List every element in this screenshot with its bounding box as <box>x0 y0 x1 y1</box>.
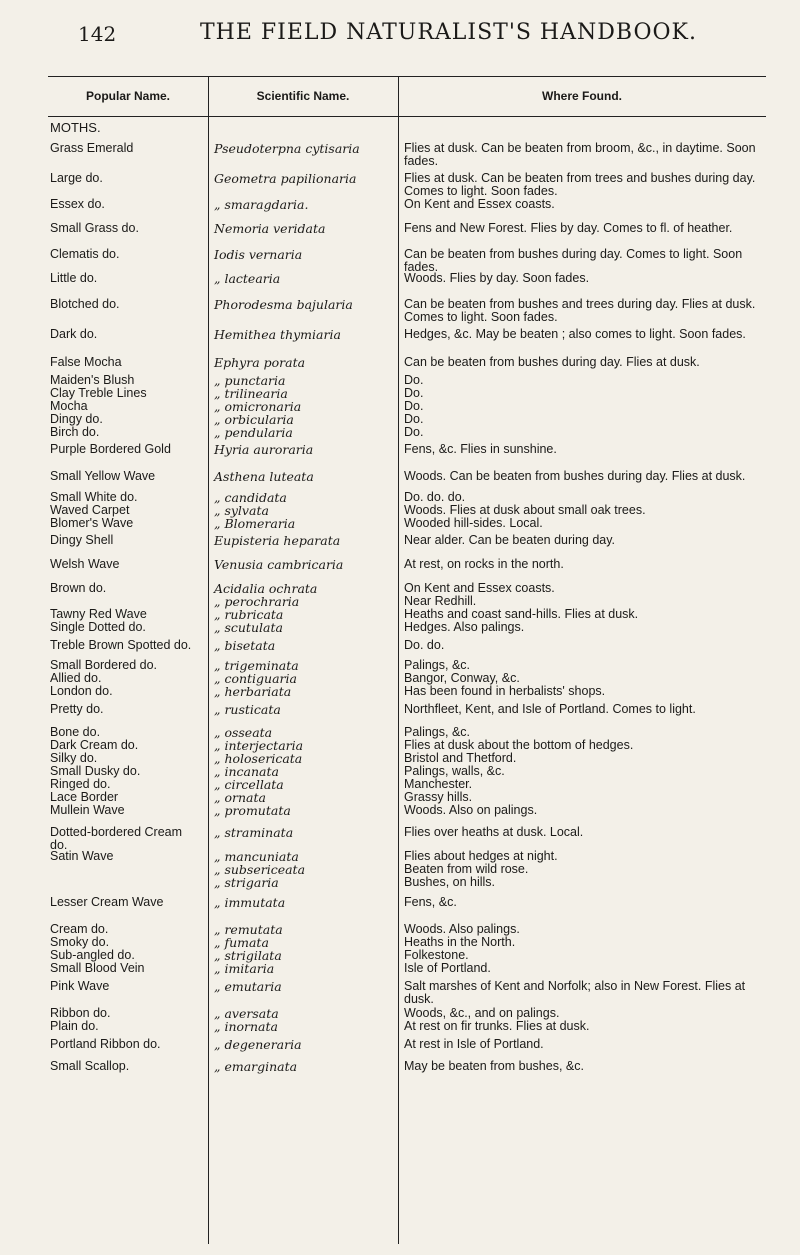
scientific-name-cell: „ aversata <box>214 1006 279 1021</box>
where-found-cell: Hedges. Also palings. <box>404 620 525 634</box>
where-found-cell: Heaths and coast sand-hills. Flies at dusk. <box>404 607 639 621</box>
running-title: THE FIELD NATURALIST'S HANDBOOK. <box>200 20 697 45</box>
where-found-cell: Flies about hedges at night. <box>404 849 558 863</box>
section-title: MOTHS. <box>50 120 101 135</box>
scientific-name-cell: „ ornata <box>214 790 266 805</box>
where-found-cell: Near Redhill. <box>404 594 477 608</box>
scientific-name-cell: „ contiguaria <box>214 671 297 686</box>
scientific-name-cell: Ephyra porata <box>214 355 306 370</box>
scientific-name-cell: „ fumata <box>214 935 269 950</box>
popular-name-cell: Lace Border <box>50 790 119 804</box>
scientific-name-cell: Hyria auroraria <box>214 442 314 457</box>
header-bottom-rule <box>48 116 766 117</box>
popular-name-cell: Small Blood Vein <box>50 961 145 975</box>
scientific-name-cell: „ pendularia <box>214 425 293 440</box>
where-found-cell: Do. <box>404 373 424 387</box>
popular-name-cell: Pretty do. <box>50 702 104 716</box>
scientific-name-cell: „ lactearia <box>214 271 281 286</box>
popular-name-cell: Single Dotted do. <box>50 620 146 634</box>
where-found-cell: On Kent and Essex coasts. <box>404 581 555 595</box>
popular-name-cell: Allied do. <box>50 671 102 685</box>
scientific-name-cell: „ herbariata <box>214 684 292 699</box>
scientific-name-cell: Venusia cambricaria <box>214 557 344 572</box>
page-header <box>0 18 800 48</box>
where-found-cell: Beaten from wild rose. <box>404 862 529 876</box>
where-found-cell: Heaths in the North. <box>404 935 516 949</box>
scientific-name-cell: „ emarginata <box>214 1059 298 1074</box>
where-found-cell: Woods. Also on palings. <box>404 803 538 817</box>
scientific-name-cell: „ bisetata <box>214 638 276 653</box>
where-found-cell: Northfleet, Kent, and Isle of Portland. Comes to light. <box>404 702 696 716</box>
where-found-cell: Grassy hills. <box>404 790 473 804</box>
scientific-name-cell: „ degeneraria <box>214 1037 302 1052</box>
popular-name-cell: Blotched do. <box>50 297 120 311</box>
scientific-name-cell: „ immutata <box>214 895 286 910</box>
popular-name-cell: False Mocha <box>50 355 122 369</box>
scientific-name-cell: Hemithea thymiaria <box>214 327 341 342</box>
scientific-name-cell: „ holosericata <box>214 751 303 766</box>
where-found-cell: Flies at dusk about the bottom of hedges. <box>404 738 634 752</box>
popular-name-cell: Satin Wave <box>50 849 114 863</box>
popular-name-cell: Sub-angled do. <box>50 948 135 962</box>
popular-name-cell: Dark do. <box>50 327 98 341</box>
scientific-name-cell: „ subsericeata <box>214 862 306 877</box>
where-found-cell: Can be beaten from bushes and trees during day. Flies at dusk. Comes to light. Soon fades. <box>404 297 756 324</box>
popular-name-cell: Blomer's Wave <box>50 516 134 530</box>
scientific-name-cell: „ omicronaria <box>214 399 302 414</box>
column-header-where-found: Where Found. <box>542 89 622 103</box>
popular-name-cell: Plain do. <box>50 1019 99 1033</box>
popular-name-cell: Clematis do. <box>50 247 120 261</box>
scientific-name-cell: „ trilinearia <box>214 386 288 401</box>
popular-name-cell: Little do. <box>50 271 98 285</box>
where-found-cell: Folkestone. <box>404 948 469 962</box>
column-header-scientific-name: Scientific Name. <box>256 89 350 103</box>
scientific-name-cell: „ incanata <box>214 764 279 779</box>
where-found-cell: Do. <box>404 425 424 439</box>
where-found-cell: At rest in Isle of Portland. <box>404 1037 544 1051</box>
scientific-name-cell: Geometra papilionaria <box>214 171 357 186</box>
where-found-cell: Woods. Flies at dusk about small oak trees. <box>404 503 646 517</box>
scientific-name-cell: Phorodesma bajularia <box>214 297 353 312</box>
scientific-name-cell: „ circellata <box>214 777 284 792</box>
scientific-name-cell: „ strigaria <box>214 875 279 890</box>
popular-name-cell: Clay Treble Lines <box>50 386 147 400</box>
popular-name-cell: Mullein Wave <box>50 803 125 817</box>
scientific-name-cell: „ imitaria <box>214 961 275 976</box>
where-found-cell: May be beaten from bushes, &c. <box>404 1059 584 1073</box>
where-found-cell: Flies at dusk. Can be beaten from trees and bushes during day. Comes to light. Soon fades. <box>404 171 756 198</box>
where-found-cell: Do. <box>404 386 424 400</box>
where-found-cell: Near alder. Can be beaten during day. <box>404 533 616 547</box>
scientific-name-cell: „ punctaria <box>214 373 286 388</box>
popular-name-cell: Small Scallop. <box>50 1059 130 1073</box>
popular-name-cell: London do. <box>50 684 113 698</box>
where-found-cell: Fens, &c. <box>404 895 457 909</box>
scientific-name-cell: „ osseata <box>214 725 273 740</box>
where-found-cell: Can be beaten from bushes during day. Comes to light. Soon fades. <box>404 247 743 274</box>
where-found-cell: Hedges, &c. May be beaten ; also comes to light. Soon fades. <box>404 327 746 341</box>
where-found-cell: Woods. Also palings. <box>404 922 520 936</box>
popular-name-cell: Smoky do. <box>50 935 110 949</box>
where-found-cell: Bangor, Conway, &c. <box>404 671 520 685</box>
scientific-name-cell: „ perochraria <box>214 594 300 609</box>
where-found-cell: Do. <box>404 412 424 426</box>
popular-name-cell: Dark Cream do. <box>50 738 139 752</box>
where-found-cell: Woods, &c., and on palings. <box>404 1006 560 1020</box>
popular-name-cell: Large do. <box>50 171 103 185</box>
column-header-popular-name: Popular Name. <box>85 89 171 103</box>
where-found-cell: At rest, on rocks in the north. <box>404 557 564 571</box>
where-found-cell: Palings, walls, &c. <box>404 764 505 778</box>
scientific-name-cell: „ orbicularia <box>214 412 294 427</box>
popular-name-cell: Tawny Red Wave <box>50 607 147 621</box>
where-found-cell: Do. <box>404 399 424 413</box>
page-number: 142 <box>78 22 117 46</box>
where-found-cell: Palings, &c. <box>404 658 471 672</box>
where-found-cell: Do. do. <box>404 638 445 652</box>
where-found-cell: On Kent and Essex coasts. <box>404 197 555 211</box>
where-found-cell: Isle of Portland. <box>404 961 491 975</box>
popular-name-cell: Waved Carpet <box>50 503 130 517</box>
scientific-name-cell: „ scutulata <box>214 620 283 635</box>
scientific-name-cell: „ smaragdaria. <box>214 197 309 212</box>
popular-name-cell: Lesser Cream Wave <box>50 895 164 909</box>
popular-name-cell: Essex do. <box>50 197 105 211</box>
scientific-name-cell: Nemoria veridata <box>214 221 326 236</box>
scientific-name-cell: Eupisteria heparata <box>214 533 341 548</box>
where-found-cell: Fens and New Forest. Flies by day. Comes to fl. of heather. <box>404 221 733 235</box>
scientific-name-cell: Iodis vernaria <box>214 247 303 262</box>
scientific-name-cell: „ rusticata <box>214 702 281 717</box>
where-found-cell: Has been found in herbalists' shops. <box>404 684 606 698</box>
where-found-cell: Salt marshes of Kent and Norfolk; also in New Forest. Flies at dusk. <box>404 979 746 1006</box>
popular-name-cell: Treble Brown Spotted do. <box>50 638 192 652</box>
scientific-name-cell: „ sylvata <box>214 503 269 518</box>
scientific-name-cell: „ mancuniata <box>214 849 299 864</box>
popular-name-cell: Mocha <box>50 399 88 413</box>
popular-name-cell: Bone do. <box>50 725 101 739</box>
popular-name-cell: Small Dusky do. <box>50 764 141 778</box>
scientific-name-cell: Asthena luteata <box>214 469 314 484</box>
popular-name-cell: Silky do. <box>50 751 98 765</box>
where-found-cell: Do. do. do. <box>404 490 466 504</box>
popular-name-cell: Birch do. <box>50 425 100 439</box>
where-found-cell: Bushes, on hills. <box>404 875 496 889</box>
scientific-name-cell: „ inornata <box>214 1019 278 1034</box>
scientific-name-cell: „ emutaria <box>214 979 282 994</box>
scientific-name-cell: „ remutata <box>214 922 283 937</box>
where-found-cell: Woods. Flies by day. Soon fades. <box>404 271 590 285</box>
popular-name-cell: Grass Emerald <box>50 141 134 155</box>
popular-name-cell: Small Bordered do. <box>50 658 158 672</box>
popular-name-cell: Portland Ribbon do. <box>50 1037 161 1051</box>
popular-name-cell: Dingy Shell <box>50 533 114 547</box>
popular-name-cell: Dotted-bordered Cream do. <box>50 825 183 852</box>
popular-name-cell: Ribbon do. <box>50 1006 111 1020</box>
scientific-name-cell: „ rubricata <box>214 607 284 622</box>
popular-name-cell: Brown do. <box>50 581 107 595</box>
where-found-cell: Wooded hill-sides. Local. <box>404 516 543 530</box>
popular-name-cell: Maiden's Blush <box>50 373 135 387</box>
scientific-name-cell: Acidalia ochrata <box>214 581 318 596</box>
column-divider-2 <box>398 76 399 1244</box>
where-found-cell: Woods. Can be beaten from bushes during day. Flies at dusk. <box>404 469 746 483</box>
scientific-name-cell: Pseudoterpna cytisaria <box>214 141 360 156</box>
column-divider-1 <box>208 76 209 1244</box>
popular-name-cell: Pink Wave <box>50 979 110 993</box>
popular-name-cell: Purple Bordered Gold <box>50 442 171 456</box>
where-found-cell: At rest on fir trunks. Flies at dusk. <box>404 1019 590 1033</box>
scientific-name-cell: „ interjectaria <box>214 738 304 753</box>
popular-name-cell: Small Grass do. <box>50 221 139 235</box>
where-found-cell: Bristol and Thetford. <box>404 751 517 765</box>
popular-name-cell: Cream do. <box>50 922 109 936</box>
scientific-name-cell: „ candidata <box>214 490 287 505</box>
where-found-cell: Flies over heaths at dusk. Local. <box>404 825 584 839</box>
where-found-cell: Manchester. <box>404 777 473 791</box>
scientific-name-cell: „ strigilata <box>214 948 282 963</box>
popular-name-cell: Ringed do. <box>50 777 111 791</box>
scientific-name-cell: „ Blomeraria <box>214 516 296 531</box>
where-found-cell: Fens, &c. Flies in sunshine. <box>404 442 557 456</box>
popular-name-cell: Dingy do. <box>50 412 103 426</box>
where-found-cell: Flies at dusk. Can be beaten from broom, &c., in daytime. Soon fades. <box>404 141 756 168</box>
popular-name-cell: Small Yellow Wave <box>50 469 156 483</box>
where-found-cell: Can be beaten from bushes during day. Flies at dusk. <box>404 355 700 369</box>
scientific-name-cell: „ trigeminata <box>214 658 299 673</box>
where-found-cell: Palings, &c. <box>404 725 471 739</box>
scientific-name-cell: „ promutata <box>214 803 291 818</box>
popular-name-cell: Welsh Wave <box>50 557 120 571</box>
moths-table <box>48 76 766 1244</box>
popular-name-cell: Small White do. <box>50 490 138 504</box>
scientific-name-cell: „ straminata <box>214 825 294 840</box>
